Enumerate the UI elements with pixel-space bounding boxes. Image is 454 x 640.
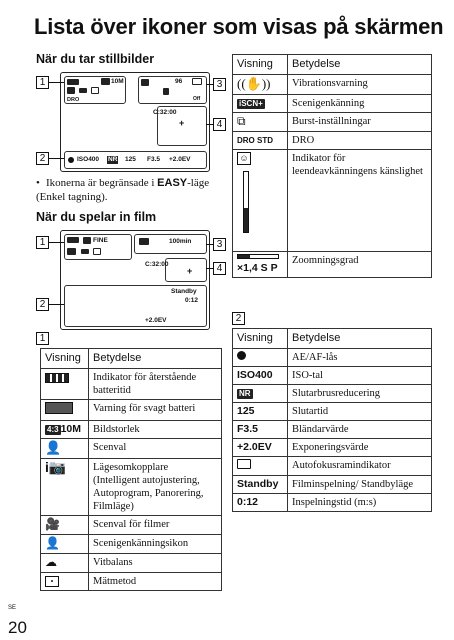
table1-meaning-6: Scenigenkänningsikon bbox=[89, 535, 222, 554]
table-row bbox=[41, 439, 222, 459]
table-row bbox=[233, 349, 432, 367]
table2-col1: Visning bbox=[233, 329, 288, 349]
nr-label: NR bbox=[108, 156, 118, 163]
table2-display-3: 125 bbox=[233, 403, 288, 421]
table2-meaning-8: Inspelningstid (m:s) bbox=[288, 494, 432, 512]
still-callout-3: 3 bbox=[213, 78, 226, 91]
movie-callout-2: 2 bbox=[36, 298, 49, 311]
dro-cell bbox=[233, 132, 288, 150]
table3 bbox=[232, 54, 432, 278]
aspect-icon: 4:3 bbox=[47, 425, 59, 434]
movie-callout-4: 4 bbox=[213, 262, 226, 275]
page-number: 20 bbox=[8, 618, 27, 637]
still-heading: När du tar stillbilder bbox=[36, 52, 155, 66]
table1-col2: Betydelse bbox=[89, 349, 222, 369]
table-row bbox=[41, 516, 222, 535]
table1-meaning-7: Vitbalans bbox=[89, 554, 222, 573]
table2-display-8: 0:12 bbox=[233, 494, 288, 512]
table3-col2: Betydelse bbox=[288, 55, 432, 75]
battery-full-icon bbox=[45, 373, 69, 383]
movie-callout-1-line bbox=[49, 242, 64, 243]
table-row bbox=[233, 367, 432, 385]
image-size-icon bbox=[101, 78, 110, 85]
rec-elapsed-label: 0:12 bbox=[185, 297, 199, 304]
table-row bbox=[233, 403, 432, 421]
table3-display-5: ×1,4 S P bbox=[237, 262, 278, 274]
movie-scene-icon bbox=[67, 248, 76, 255]
metering-icon bbox=[91, 87, 99, 94]
mode-switch-cell bbox=[41, 459, 89, 516]
still-callout-2: 2 bbox=[36, 152, 49, 165]
image-size-label: 10M bbox=[111, 78, 124, 85]
table-row bbox=[233, 132, 432, 150]
table1-header bbox=[41, 349, 222, 369]
movie-timer-label: C:32:00 bbox=[145, 261, 169, 268]
movie-callout-1: 1 bbox=[36, 236, 49, 249]
table-row bbox=[233, 95, 432, 113]
table-row bbox=[41, 573, 222, 591]
low-battery-cell bbox=[41, 400, 89, 421]
still-callout-1: 1 bbox=[36, 76, 49, 89]
table-row bbox=[233, 75, 432, 95]
battery-icon-cell bbox=[41, 369, 89, 400]
table1-label: 1 bbox=[36, 332, 49, 345]
table3-header bbox=[233, 55, 432, 75]
movie-scene-cell bbox=[41, 516, 89, 535]
table-row bbox=[41, 421, 222, 439]
table3-meaning-2: Burst-inställningar bbox=[288, 113, 432, 132]
table2-meaning-7: Filminspelning/ Standbyläge bbox=[288, 476, 432, 494]
movie-callout-2-line bbox=[49, 304, 64, 305]
table1-meaning-5: Scenval för filmer bbox=[89, 516, 222, 535]
movie-card-icon bbox=[139, 238, 149, 245]
table2-meaning-3: Slutartid bbox=[288, 403, 432, 421]
table2-header bbox=[233, 329, 432, 349]
table2-col2: Betydelse bbox=[288, 329, 432, 349]
movie-ev-label: +2.0EV bbox=[145, 317, 167, 324]
wb-cell bbox=[41, 554, 89, 573]
iso-label: ISO400 bbox=[77, 156, 100, 163]
ev-label: +2.0EV bbox=[169, 156, 191, 163]
page-title: Lista över ikoner som visas på skärmen bbox=[34, 14, 444, 39]
image-size-cell bbox=[41, 421, 89, 439]
vibration-warning-icon: ((✋)) bbox=[237, 76, 271, 91]
table2-meaning-4: Bländarvärde bbox=[288, 421, 432, 439]
table-row bbox=[41, 459, 222, 516]
easy-label: EASY bbox=[157, 177, 188, 189]
table-row bbox=[233, 113, 432, 132]
ae-lock-cell bbox=[233, 349, 288, 367]
smile-icon: ☺ bbox=[237, 152, 251, 165]
vibration-warning-icon bbox=[163, 88, 169, 95]
note-prefix: Ikonerna är begränsade i bbox=[46, 177, 158, 189]
table1-display-2: 10M bbox=[60, 423, 81, 435]
aperture-label: F3.5 bbox=[147, 156, 161, 163]
burst-cell bbox=[233, 113, 288, 132]
table1 bbox=[40, 348, 222, 591]
burst-icon: ⧉ bbox=[237, 114, 246, 128]
table-row bbox=[233, 252, 432, 278]
smile-cell bbox=[233, 150, 288, 252]
ae-af-lock-icon bbox=[237, 351, 246, 360]
table-row bbox=[233, 439, 432, 457]
movie-zone-4 bbox=[165, 258, 207, 282]
table1-meaning-4: Lägesomkopplare (Intelligent autojustering, Autoprogram, Panorering, Filmläge) bbox=[89, 459, 222, 516]
table3-meaning-1: Scenigenkänning bbox=[288, 95, 432, 113]
count-label: 96 bbox=[175, 78, 183, 85]
scene-select-icon bbox=[67, 87, 75, 94]
table3-col1: Visning bbox=[233, 55, 288, 75]
table2-meaning-5: Exponeringsvärde bbox=[288, 439, 432, 457]
table-row bbox=[233, 476, 432, 494]
zoom-cell bbox=[233, 252, 288, 278]
table-row bbox=[233, 494, 432, 512]
scene-portrait-icon: 👤 bbox=[45, 440, 62, 455]
table-row bbox=[41, 535, 222, 554]
vibration-cell bbox=[233, 75, 288, 95]
scene-recog-cell bbox=[233, 95, 288, 113]
table3-meaning-3: DRO bbox=[288, 132, 432, 150]
table3-meaning-5: Zoomningsgrad bbox=[288, 252, 432, 278]
white-balance-icon bbox=[79, 88, 87, 93]
movie-screen bbox=[60, 230, 210, 330]
battery-icon bbox=[67, 79, 79, 85]
still-callout-4: 4 bbox=[213, 118, 226, 131]
metering-cell bbox=[41, 573, 89, 591]
table1-meaning-8: Mätmetod bbox=[89, 573, 222, 591]
table2-display-5: +2.0EV bbox=[233, 439, 288, 457]
table-row bbox=[41, 400, 222, 421]
scene-recognition-icon: iSCN+ bbox=[239, 99, 263, 108]
flash-plus-icon: + bbox=[179, 118, 185, 128]
memory-card-icon bbox=[192, 78, 202, 85]
zoom-bar bbox=[237, 254, 279, 259]
metering-icon: • bbox=[45, 576, 59, 587]
table1-meaning-3: Scenval bbox=[89, 439, 222, 459]
table2-meaning-0: AE/AF-lås bbox=[288, 349, 432, 367]
burst-icon bbox=[141, 79, 149, 86]
table3-meaning-4: Indikator för leendeavkänningens känslighet bbox=[288, 150, 432, 252]
note-suffix: -läge (Enkel tagning). bbox=[36, 177, 210, 203]
table3-meaning-0: Vibrationsvarning bbox=[288, 75, 432, 95]
af-frame-cell bbox=[233, 457, 288, 476]
movie-metering-icon bbox=[93, 248, 101, 255]
table2-display-7: Standby bbox=[233, 476, 288, 494]
ae-af-lock-icon bbox=[68, 157, 74, 163]
table1-meaning-2: Bildstorlek bbox=[89, 421, 222, 439]
table1-meaning-0: Indikator för återstående batteritid bbox=[89, 369, 222, 400]
low-battery-icon bbox=[45, 402, 73, 414]
scene-recognition-icon: 👤 bbox=[45, 536, 60, 550]
still-callout-4-line bbox=[206, 124, 214, 125]
still-callout-2-line bbox=[49, 158, 64, 159]
table2-label: 2 bbox=[232, 312, 245, 325]
table-row bbox=[41, 369, 222, 400]
movie-battery-icon bbox=[67, 237, 79, 243]
scene-cell bbox=[41, 439, 89, 459]
fine-label: FINE bbox=[93, 237, 108, 244]
intelligent-auto-icon: i📷 bbox=[45, 459, 67, 475]
movie-wb-icon bbox=[81, 249, 89, 254]
movie-quality-icon bbox=[83, 237, 91, 244]
table1-col1: Visning bbox=[41, 349, 89, 369]
table2-display-4: F3.5 bbox=[233, 421, 288, 439]
smile-off-label: Off bbox=[193, 96, 201, 102]
table2-display-1: ISO400 bbox=[233, 367, 288, 385]
table2-meaning-1: ISO-tal bbox=[288, 367, 432, 385]
movie-callout-3-line bbox=[206, 244, 214, 245]
table-row bbox=[233, 421, 432, 439]
dro-label: DRO bbox=[67, 97, 80, 103]
still-callout-3-line bbox=[206, 84, 214, 85]
timer-label: C:32:00 bbox=[153, 109, 177, 116]
scene-recog-icon-cell bbox=[41, 535, 89, 554]
nr-cell bbox=[233, 385, 288, 403]
still-screen bbox=[60, 72, 210, 172]
white-balance-icon: ☁ bbox=[45, 555, 57, 569]
shutter-label: 125 bbox=[125, 156, 136, 163]
movie-callout-4-line bbox=[206, 268, 214, 269]
table2-meaning-2: Slutarbrusreducering bbox=[288, 385, 432, 403]
table1-meaning-1: Varning för svagt batteri bbox=[89, 400, 222, 421]
movie-flash-icon: + bbox=[187, 266, 193, 276]
table-row bbox=[41, 554, 222, 573]
movie-scene-icon: 🎥 bbox=[45, 517, 60, 531]
table2 bbox=[232, 328, 432, 512]
table-row bbox=[233, 457, 432, 476]
af-frame-icon bbox=[237, 459, 251, 469]
smile-sensitivity-bar bbox=[243, 171, 249, 233]
table2-display-2: NR bbox=[239, 389, 251, 398]
movie-callout-3: 3 bbox=[213, 238, 226, 251]
rec-time-label: 100min bbox=[169, 238, 192, 245]
easy-mode-note: • Ikonerna är begränsade i EASY-läge (Enkel tagning). bbox=[36, 177, 210, 203]
standby-label: Standby bbox=[171, 288, 197, 295]
movie-heading: När du spelar in film bbox=[36, 210, 157, 224]
table-row bbox=[233, 150, 432, 252]
still-callout-1-line bbox=[49, 82, 64, 83]
language-code: SE bbox=[8, 605, 17, 611]
table2-meaning-6: Autofokusramindikator bbox=[288, 457, 432, 476]
table3-display-3: DRO STD bbox=[237, 136, 273, 145]
table-row bbox=[233, 385, 432, 403]
